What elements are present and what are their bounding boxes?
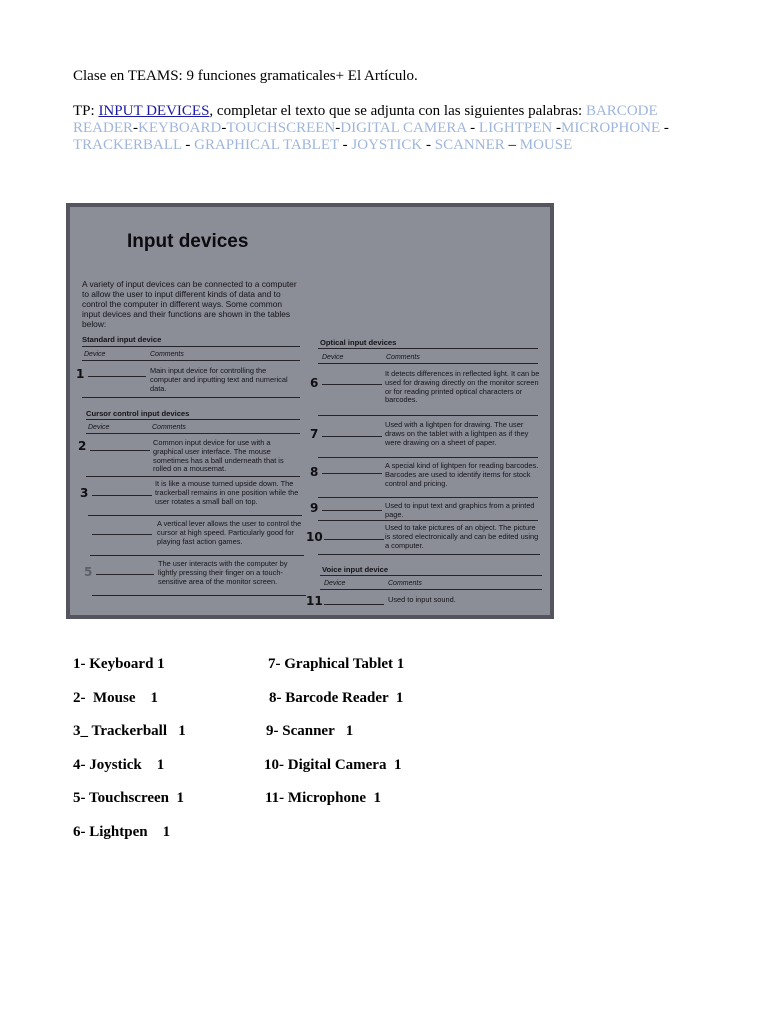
answer-item: 4- Joystick 1 bbox=[73, 757, 165, 773]
section-optical-input: Optical input devices bbox=[320, 338, 397, 347]
divider bbox=[86, 476, 300, 477]
word-separator: - bbox=[422, 137, 435, 153]
row-comment: Used to input sound. bbox=[388, 595, 456, 604]
column-device: Device bbox=[84, 351, 106, 358]
row-number: 1 bbox=[76, 367, 85, 381]
answer-item: 9- Scanner 1 bbox=[266, 723, 354, 739]
word-separator: - bbox=[552, 120, 561, 136]
tp-prefix: TP: bbox=[73, 103, 99, 119]
divider bbox=[320, 589, 542, 590]
answer-blank bbox=[324, 604, 384, 605]
row-comment: Main input device for controlling the computer and inputting text and numerical data. bbox=[150, 366, 288, 393]
divider bbox=[86, 433, 300, 434]
word-separator: - bbox=[338, 137, 352, 153]
word-digital-camera: DIGITAL CAMERA bbox=[340, 120, 467, 136]
answer-blank bbox=[322, 384, 382, 385]
divider bbox=[318, 554, 540, 555]
divider bbox=[82, 360, 300, 361]
divider bbox=[92, 595, 306, 596]
column-comments: Comments bbox=[386, 354, 420, 361]
divider bbox=[320, 575, 542, 576]
page-heading: Clase en TEAMS: 9 funciones gramaticales+ El Artículo. bbox=[73, 68, 418, 84]
answer-item: 2- Mouse 1 bbox=[73, 690, 158, 706]
divider bbox=[88, 515, 302, 516]
row-comment: Used to take pictures of an object. The picture is stored electronically and can be edited using a computer. bbox=[385, 523, 539, 550]
row-number: 6 bbox=[310, 376, 319, 390]
answer-blank bbox=[92, 495, 152, 496]
input-devices-link[interactable]: INPUT DEVICES bbox=[98, 103, 210, 119]
row-comment: It detects differences in reflected light. It can be used for drawing directly on the monitor screen or for reading printed optical characters or barcodes. bbox=[385, 369, 540, 405]
column-device: Device bbox=[322, 354, 344, 361]
answer-item: 6- Lightpen 1 bbox=[73, 824, 171, 840]
word-graphical-tablet: GRAPHICAL TABLET bbox=[194, 137, 339, 153]
row-number: 11 bbox=[306, 594, 323, 608]
row-number: 10 bbox=[306, 530, 323, 544]
answer-item: 3_ Trackerball 1 bbox=[73, 723, 186, 739]
divider bbox=[86, 419, 300, 420]
divider bbox=[90, 555, 304, 556]
word-trackerball: TRACKERBALL bbox=[73, 137, 182, 153]
row-comment: Common input device for use with a graphical user interface. The mouse sometimes has a ball underneath that is rolled on a mousemat. bbox=[153, 438, 284, 474]
word-microphone: MICROPHONE bbox=[560, 120, 661, 136]
answer-blank bbox=[322, 510, 382, 511]
answer-blank bbox=[322, 436, 382, 437]
word-separator: – bbox=[504, 137, 520, 153]
row-comment: A special kind of lightpen for reading barcodes. Barcodes are used to identify items for stock control and pricing. bbox=[385, 461, 539, 488]
row-comment: The user interacts with the computer by lightly pressing their finger on a touch-sensitive area of the monitor screen. bbox=[158, 559, 288, 586]
row-number: 3 bbox=[80, 486, 89, 500]
answer-item: 1- Keyboard 1 bbox=[73, 656, 165, 672]
word-keyboard: KEYBOARD bbox=[138, 120, 222, 136]
word-touchscreen: TOUCHSCREEN bbox=[226, 120, 336, 136]
divider bbox=[82, 346, 300, 347]
section-cursor-control: Cursor control input devices bbox=[86, 409, 190, 418]
word-lightpen: LIGHTPEN bbox=[478, 120, 553, 136]
row-number: 7 bbox=[310, 427, 319, 441]
word-separator: - bbox=[660, 120, 669, 136]
answer-blank bbox=[96, 574, 154, 575]
column-comments: Comments bbox=[152, 424, 186, 431]
row-number: 2 bbox=[78, 439, 87, 453]
column-device: Device bbox=[88, 424, 110, 431]
word-separator: - bbox=[466, 120, 479, 136]
divider bbox=[318, 457, 538, 458]
column-comments: Comments bbox=[388, 580, 422, 587]
divider bbox=[318, 520, 538, 521]
word-mouse: MOUSE bbox=[519, 137, 573, 153]
word-joystick: JOYSTICK bbox=[351, 137, 423, 153]
divider bbox=[318, 348, 538, 349]
worksheet-title: Input devices bbox=[127, 231, 249, 252]
answer-blank bbox=[322, 473, 382, 474]
word-scanner: SCANNER bbox=[434, 137, 505, 153]
answer-blank bbox=[92, 534, 152, 535]
row-comment: It is like a mouse turned upside down. The trackerball remains in one position while the user rotates a small ball on top. bbox=[155, 479, 299, 506]
answer-item: 10- Digital Camera 1 bbox=[264, 757, 402, 773]
section-voice-input: Voice input device bbox=[322, 565, 389, 574]
section-standard-input: Standard input device bbox=[82, 335, 162, 344]
answer-blank bbox=[90, 450, 150, 451]
row-comment: Used to input text and graphics from a printed page. bbox=[385, 501, 535, 519]
answer-item: 11- Microphone 1 bbox=[265, 790, 381, 806]
answer-item: 7- Graphical Tablet 1 bbox=[268, 656, 405, 672]
word-separator: - bbox=[335, 120, 341, 136]
worksheet-sheet bbox=[70, 207, 550, 615]
answer-blank bbox=[88, 376, 146, 377]
answer-blank bbox=[324, 539, 384, 540]
divider bbox=[318, 415, 538, 416]
word-separator: - bbox=[133, 120, 138, 136]
word-barcode-reader: BARCODE READER bbox=[73, 103, 658, 136]
tp-instruction: , completar el texto que se adjunta con las siguientes palabras: bbox=[209, 103, 586, 119]
worksheet-intro: A variety of input devices can be connected to a computer to allow the user to input different kinds of data and to control the computer in different ways. Some common input devices and their functions are shown in the tables below: bbox=[82, 279, 297, 329]
divider bbox=[318, 497, 538, 498]
row-number: 9 bbox=[310, 501, 319, 515]
column-device: Device bbox=[324, 580, 346, 587]
answer-item: 8- Barcode Reader 1 bbox=[269, 690, 404, 706]
row-comment: Used with a lightpen for drawing. The user draws on the tablet with a lightpen as if they were drawing on a sheet of paper. bbox=[385, 420, 529, 447]
row-comment: A vertical lever allows the user to control the cursor at high speed. Particularly good for playing fast action games. bbox=[157, 519, 302, 546]
divider bbox=[318, 363, 538, 364]
word-separator: - bbox=[221, 120, 227, 136]
answer-item: 5- Touchscreen 1 bbox=[73, 790, 184, 806]
assignment-paragraph bbox=[73, 103, 703, 154]
row-number: 8 bbox=[310, 465, 319, 479]
worksheet-photo bbox=[66, 203, 554, 619]
column-comments: Comments bbox=[150, 351, 184, 358]
word-separator: - bbox=[181, 137, 195, 153]
divider bbox=[82, 397, 300, 398]
row-number: 5 bbox=[84, 565, 93, 579]
